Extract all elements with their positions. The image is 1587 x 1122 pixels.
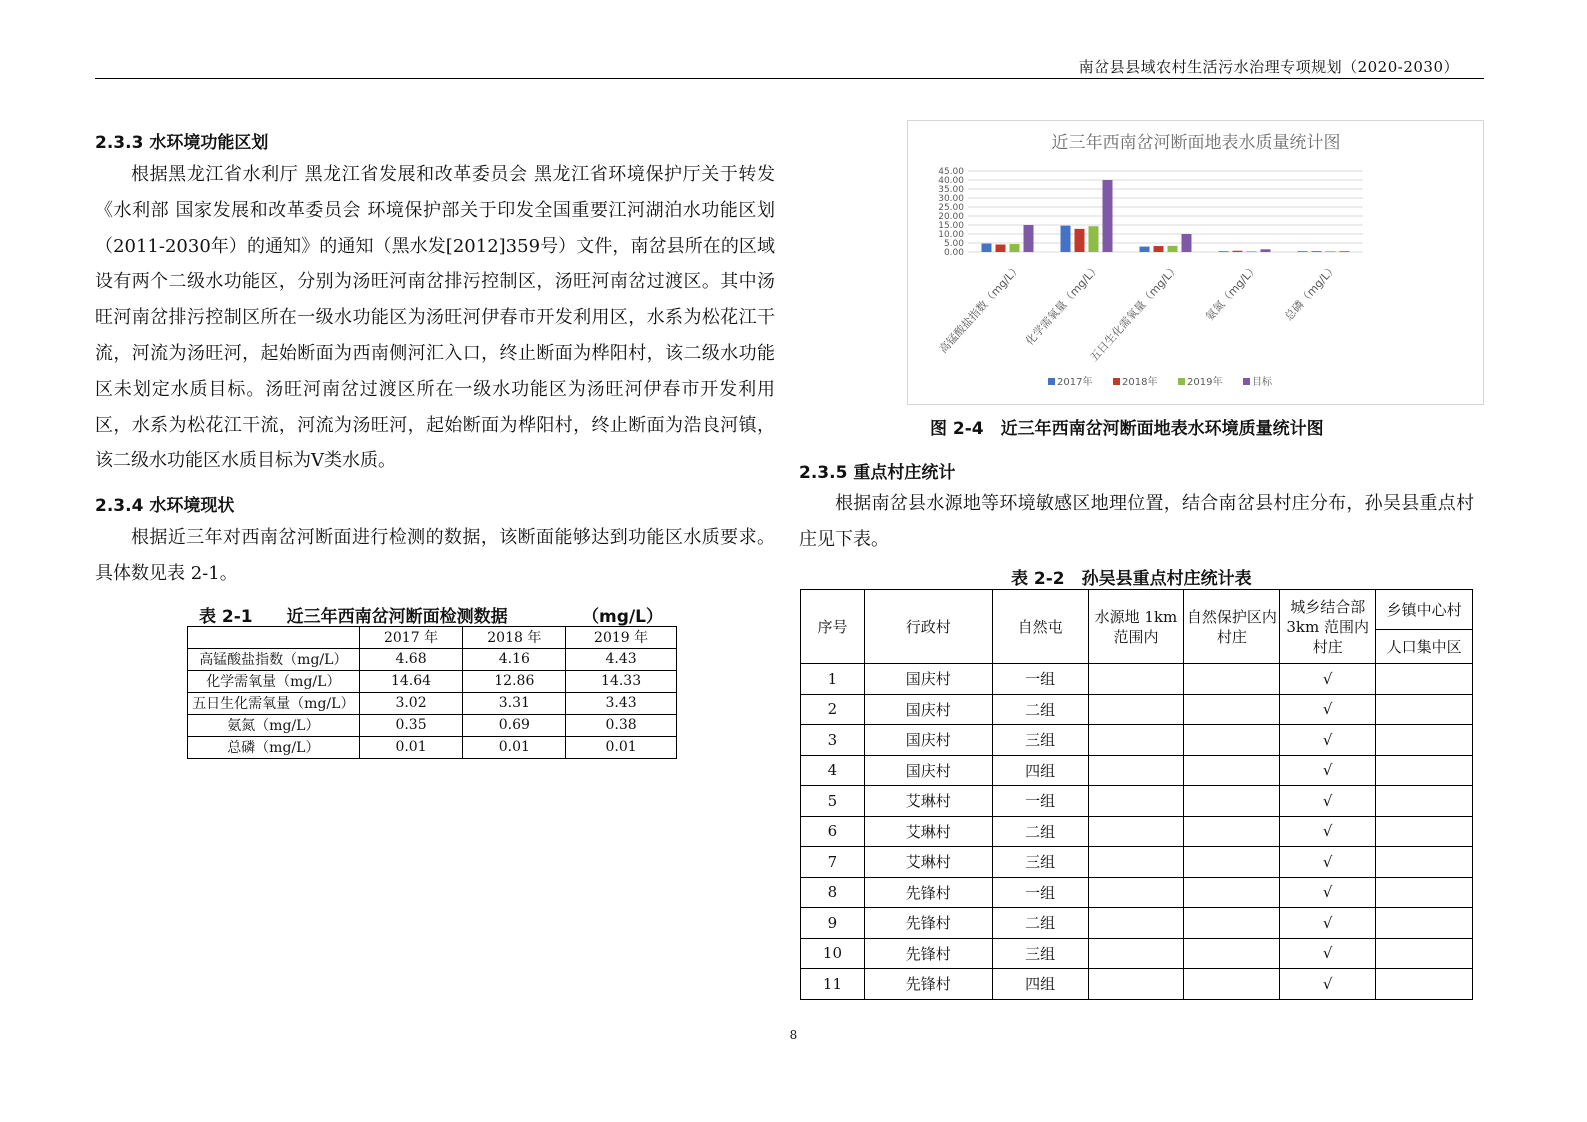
table-cell: √: [1280, 755, 1376, 786]
table-cell: [1376, 908, 1473, 939]
table-cell: 3: [801, 725, 865, 756]
table-cell: 先锋村: [864, 877, 992, 908]
table-cell: 0.69: [463, 714, 566, 736]
table-cell: √: [1280, 816, 1376, 847]
table-row: [801, 969, 1473, 1000]
table-cell: [1376, 694, 1473, 725]
table-cell: 9: [801, 908, 865, 939]
header-water-source: 水源地 1km范围内: [1088, 590, 1184, 664]
chart-svg: [908, 121, 1483, 404]
table-cell: [1088, 877, 1184, 908]
table-cell: [1184, 908, 1280, 939]
section-2-3-5-heading: 2.3.5 重点村庄统计: [799, 463, 956, 483]
table-cell: 5: [801, 786, 865, 817]
x-axis-category-label: 五日生化需氧量（mg/L）: [1087, 261, 1182, 365]
header-no: 序号: [801, 590, 865, 664]
legend-swatch: [1113, 378, 1120, 385]
table-cell: 氨氮（mg/L）: [188, 714, 360, 736]
header-population-area: 人口集中区: [1376, 630, 1473, 664]
table-cell: 8: [801, 877, 865, 908]
table-row: [801, 816, 1473, 847]
table-cell: 三组: [992, 938, 1088, 969]
header-natural-village: 自然屯: [992, 590, 1088, 664]
table-cell: 一组: [992, 877, 1088, 908]
table-cell: [1184, 664, 1280, 695]
y-tick-label: 45.00: [938, 167, 964, 177]
table-cell: 三组: [992, 725, 1088, 756]
chart-title: 近三年西南岔河断面地表水质量统计图: [1051, 133, 1341, 153]
legend-swatch: [1048, 378, 1055, 385]
table-cell: [1088, 847, 1184, 878]
chart-bar: [1089, 226, 1099, 252]
table-row: [801, 877, 1473, 908]
table-2-2: [800, 589, 1473, 1000]
table-cell: [1184, 755, 1280, 786]
table-2-2-caption: 表 2-2 孙吴县重点村庄统计表: [1011, 569, 1252, 589]
table-row: [801, 755, 1473, 786]
legend-swatch: [1243, 378, 1250, 385]
legend-label: 2019年: [1187, 377, 1223, 388]
table-cell: [1088, 786, 1184, 817]
table-cell: √: [1280, 877, 1376, 908]
table-row: [188, 714, 677, 736]
table-cell: 艾琳村: [864, 816, 992, 847]
table-row: [801, 847, 1473, 878]
table-cell: 7: [801, 847, 865, 878]
table-cell: [1184, 816, 1280, 847]
table-cell: 4.68: [359, 648, 463, 670]
table-cell: [1088, 816, 1184, 847]
header-urban-rural: 城乡结合部3km 范围内村庄: [1280, 590, 1376, 664]
chart-bar: [1219, 251, 1229, 252]
table-row: [801, 725, 1473, 756]
chart-bar: [1182, 234, 1192, 252]
y-tick-label: 0.00: [943, 248, 964, 258]
table-cell: 1: [801, 664, 865, 695]
y-tick-label: 10.00: [938, 230, 964, 240]
table-cell: [1376, 816, 1473, 847]
table-header-cell: 2018 年: [463, 626, 566, 648]
chart-bar: [1247, 251, 1257, 252]
table-header-cell: 2019 年: [566, 626, 677, 648]
table-cell: [1088, 694, 1184, 725]
table-cell: 艾琳村: [864, 847, 992, 878]
section-2-3-3-paragraph: 根据黑龙江省水利厅 黑龙江省发展和改革委员会 黑龙江省环境保护厅关于转发《水利部 国家发展和改革委员会 环境保护部关于印发全国重要江河湖泊水功能区划（2011-2030年）的通知》的通知（黑水发[2012]359号）文件，南岔县所在的区域设有两个二级水功能区，分别为汤旺河南岔排污控制区，汤旺河南岔过渡区。其中汤旺河南岔排污控制区所在一级水功能区为汤旺河伊春市开发利用区，水系为松花江干流，河流为汤旺河，起始断面为西南侧河汇入口，终止断面为桦阳村，该二级水功能区未划定水质目标。汤旺河南岔过渡区所在一级水功能区为汤旺河伊春市开发利用区，水系为松花江干流，河流为汤旺河，起始断面为桦阳村，终止断面为浩良河镇，该二级水功能区水质目标为Ⅴ类水质。: [95, 164, 775, 472]
table-cell: 0.01: [359, 736, 463, 758]
table-cell: 先锋村: [864, 969, 992, 1000]
chart-bar: [1154, 246, 1164, 252]
table-cell: [1376, 786, 1473, 817]
header-town-center: 乡镇中心村: [1376, 590, 1473, 630]
table-cell: 12.86: [463, 670, 566, 692]
table-cell: 11: [801, 969, 865, 1000]
table-cell: √: [1280, 664, 1376, 695]
table-cell: 0.35: [359, 714, 463, 736]
table-cell: √: [1280, 969, 1376, 1000]
table-cell: [1088, 725, 1184, 756]
chart-legend: [1048, 375, 1273, 388]
table-2-1: [187, 626, 677, 759]
table-cell: [1088, 755, 1184, 786]
table-cell: 国庆村: [864, 694, 992, 725]
y-tick-label: 15.00: [938, 221, 964, 231]
header-nature-reserve: 自然保护区内村庄: [1184, 590, 1280, 664]
table-cell: 4.16: [463, 648, 566, 670]
table-cell: 14.33: [566, 670, 677, 692]
table-row: [188, 670, 677, 692]
table-2-2-header-row: [801, 590, 1473, 630]
table-cell: [1088, 938, 1184, 969]
section-2-3-5-paragraph: 根据南岔县水源地等环境敏感区地理位置，结合南岔县村庄分布，孙吴县重点村庄见下表。: [799, 493, 1474, 550]
header-rule: [95, 78, 1484, 79]
table-row: [801, 938, 1473, 969]
chart-bar: [1140, 247, 1150, 252]
table-cell: 一组: [992, 664, 1088, 695]
section-2-3-3-heading: 2.3.3 水环境功能区划: [95, 133, 269, 153]
chart-bar: [1061, 226, 1071, 252]
table-cell: [1184, 725, 1280, 756]
chart-bar: [1312, 251, 1322, 252]
table-cell: 国庆村: [864, 725, 992, 756]
table-cell: 三组: [992, 847, 1088, 878]
chart-bar: [982, 244, 992, 252]
chart-bar: [1233, 251, 1243, 252]
chart-y-axis-ticks: [938, 167, 964, 258]
section-2-3-4-paragraph: 根据近三年对西南岔河断面进行检测的数据，该断面能够达到功能区水质要求。具体数见表 2-1。: [95, 527, 775, 584]
y-tick-label: 30.00: [938, 194, 964, 204]
table-cell: 先锋村: [864, 938, 992, 969]
left-column: [95, 128, 775, 759]
y-tick-label: 25.00: [938, 203, 964, 213]
table-cell: [1088, 664, 1184, 695]
table-cell: 四组: [992, 755, 1088, 786]
table-cell: 3.02: [359, 692, 463, 714]
header-admin-village: 行政村: [864, 590, 992, 664]
chart-bar: [1168, 246, 1178, 252]
table-cell: [1376, 664, 1473, 695]
table-cell: 14.64: [359, 670, 463, 692]
y-tick-label: 5.00: [943, 239, 964, 249]
chart-bar: [1340, 251, 1350, 252]
x-axis-category-label: 总磷（mg/L）: [1282, 261, 1340, 324]
x-axis-category-label: 氨氮（mg/L）: [1203, 261, 1261, 324]
table-cell: [1376, 877, 1473, 908]
table-cell: 0.01: [463, 736, 566, 758]
table-row: [801, 908, 1473, 939]
table-cell: [1184, 786, 1280, 817]
table-cell: 3.31: [463, 692, 566, 714]
table-cell: 四组: [992, 969, 1088, 1000]
chart-bar: [1010, 244, 1020, 252]
table-cell: 二组: [992, 908, 1088, 939]
table-cell: 0.01: [566, 736, 677, 758]
table-cell: [1376, 755, 1473, 786]
table-cell: [1184, 694, 1280, 725]
table-cell: √: [1280, 694, 1376, 725]
table-row: [801, 694, 1473, 725]
table-cell: √: [1280, 938, 1376, 969]
y-tick-label: 40.00: [938, 176, 964, 186]
table-2-1-caption-row: [187, 600, 677, 626]
table-cell: [1184, 938, 1280, 969]
chart-bar: [1075, 229, 1085, 252]
table-cell: 3.43: [566, 692, 677, 714]
table-2-1-header-row: [188, 626, 677, 648]
table-cell: [1184, 847, 1280, 878]
table-cell: 先锋村: [864, 908, 992, 939]
chart-bar: [1103, 180, 1113, 252]
legend-label: 2018年: [1122, 377, 1158, 388]
table-cell: 0.38: [566, 714, 677, 736]
table-row: [188, 736, 677, 758]
table-2-1-unit: （mg/L）: [582, 606, 663, 627]
table-cell: 国庆村: [864, 664, 992, 695]
table-row: [801, 786, 1473, 817]
table-cell: [1376, 969, 1473, 1000]
y-tick-label: 20.00: [938, 212, 964, 222]
water-quality-chart: [907, 120, 1484, 405]
table-header-cell: [188, 626, 360, 648]
legend-label: 2017年: [1057, 377, 1093, 388]
chart-bar: [1298, 251, 1308, 252]
chart-bar: [1326, 251, 1336, 252]
table-row: [188, 648, 677, 670]
table-cell: [1088, 908, 1184, 939]
table-header-cell: 2017 年: [359, 626, 463, 648]
table-cell: 高锰酸盐指数（mg/L）: [188, 648, 360, 670]
chart-x-axis-labels: [936, 261, 1340, 364]
table-cell: 二组: [992, 694, 1088, 725]
section-2-3-4-heading: 2.3.4 水环境现状: [95, 496, 235, 517]
table-cell: 6: [801, 816, 865, 847]
table-cell: 二组: [992, 816, 1088, 847]
table-cell: 艾琳村: [864, 786, 992, 817]
table-cell: √: [1280, 847, 1376, 878]
chart-bar: [1024, 225, 1034, 252]
table-2-1-block: [187, 600, 677, 759]
legend-swatch: [1178, 378, 1185, 385]
table-cell: √: [1280, 908, 1376, 939]
chart-bar: [996, 245, 1006, 252]
table-cell: [1376, 847, 1473, 878]
page-number: 8: [789, 1028, 798, 1042]
table-cell: [1376, 725, 1473, 756]
x-axis-category-label: 化学需氧量（mg/L）: [1023, 261, 1103, 348]
x-axis-category-label: 高锰酸盐指数（mg/L）: [936, 261, 1024, 356]
running-header-title: 南岔县县域农村生活污水治理专项规划（2020-2030）: [1078, 58, 1459, 76]
table-row: [801, 664, 1473, 695]
table-cell: [1184, 877, 1280, 908]
table-cell: 总磷（mg/L）: [188, 736, 360, 758]
table-cell: 2: [801, 694, 865, 725]
table-cell: [1088, 969, 1184, 1000]
table-cell: 化学需氧量（mg/L）: [188, 670, 360, 692]
table-cell: √: [1280, 725, 1376, 756]
table-cell: [1376, 938, 1473, 969]
table-2-1-caption: 表 2-1 近三年西南岔河断面检测数据: [199, 606, 508, 627]
y-tick-label: 35.00: [938, 185, 964, 195]
table-row: [188, 692, 677, 714]
table-cell: 五日生化需氧量（mg/L）: [188, 692, 360, 714]
table-cell: 国庆村: [864, 755, 992, 786]
table-cell: 10: [801, 938, 865, 969]
figure-2-4-caption: 图 2-4 近三年西南岔河断面地表水环境质量统计图: [930, 419, 1324, 439]
table-cell: 4: [801, 755, 865, 786]
table-cell: √: [1280, 786, 1376, 817]
chart-bar: [1261, 249, 1271, 252]
legend-label: 目标: [1252, 377, 1272, 388]
table-cell: 一组: [992, 786, 1088, 817]
table-cell: 4.43: [566, 648, 677, 670]
table-cell: [1184, 969, 1280, 1000]
